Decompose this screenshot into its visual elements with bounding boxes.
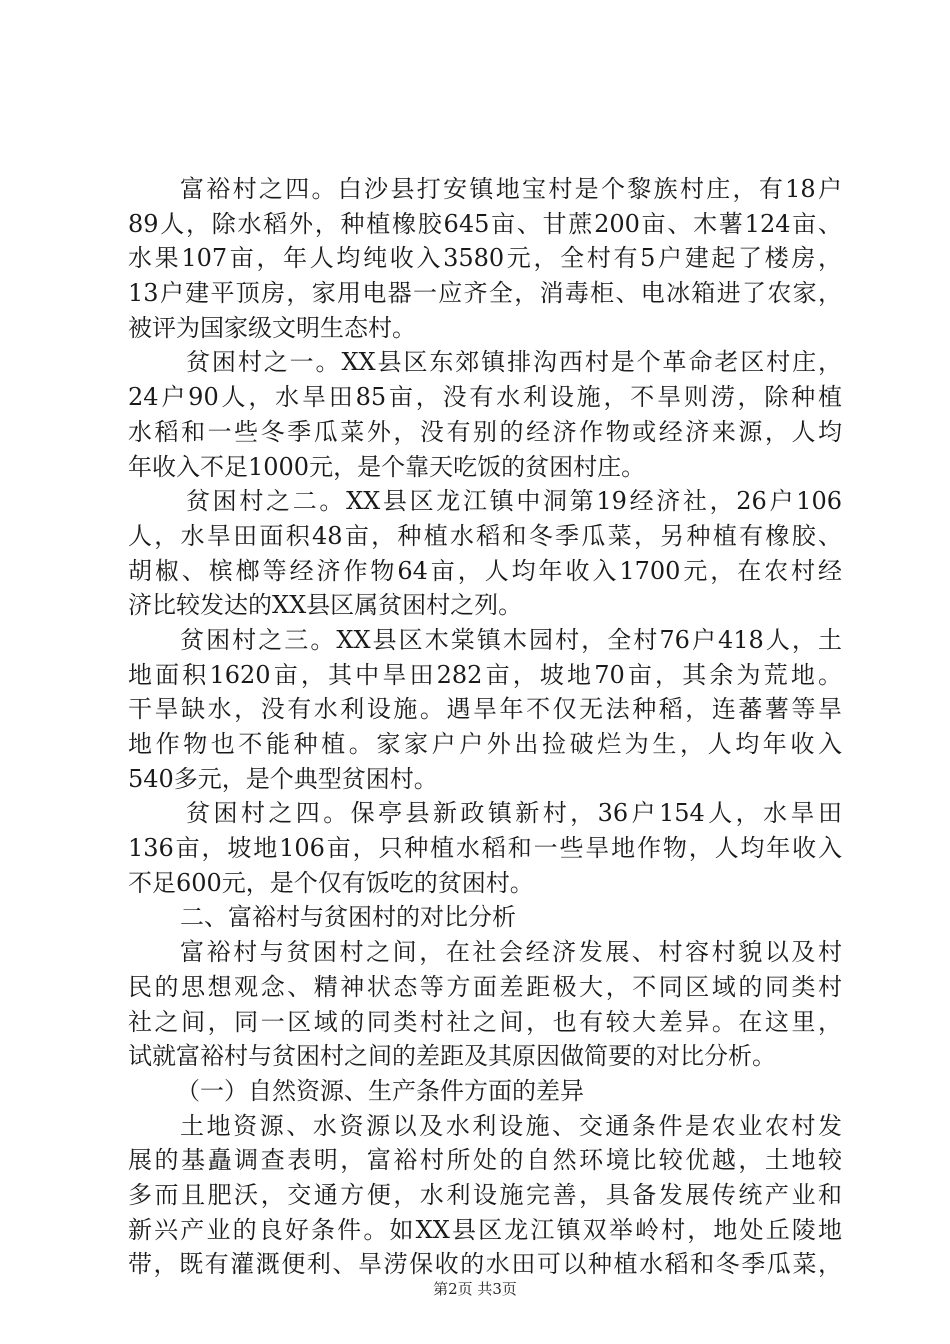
text-line: 年收入不足1000元，是个靠天吃饭的贫困村庄。 (128, 452, 646, 481)
text-line: 水稻和一些冬季瓜菜外，没有别的经济作物或经济来源，人均 (128, 417, 842, 446)
text-line: 新兴产业的良好条件。如XX县区龙江镇双举岭村，地处丘陵地 (128, 1215, 842, 1244)
text-line: 地面积1620亩，其中旱田282亩，坡地70亩，其余为荒地。 (128, 660, 842, 689)
text-line: 24户90人，水旱田85亩，没有水利设施，不旱则涝，除种植 (128, 383, 842, 412)
page-footer: 第2页 共3页 (433, 1280, 517, 1298)
text-line: 贫困村之三。XX县区木棠镇木园村，全村76户418人，土 (180, 625, 842, 654)
text-line: 136亩，坡地106亩，只种植水稻和一些旱地作物，人均年收入 (128, 834, 842, 863)
text-line: 人，水旱田面积48亩，种植水稻和冬季瓜菜，另种植有橡胶、 (128, 521, 842, 550)
text-line: 水果107亩，年人均纯收入3580元，全村有5户建起了楼房， (128, 244, 842, 273)
text-line: 试就富裕村与贫困村之间的差距及其原因做简要的对比分析。 (128, 1042, 776, 1071)
text-line: 贫困村之一。XX县区东郊镇排沟西村是个革命老区村庄， (186, 348, 842, 377)
text-line: 胡椒、槟榔等经济作物64亩，人均年收入1700元，在农村经 (128, 556, 842, 585)
text-line: 贫困村之四。保亭县新政镇新村，36户154人，水旱田 (186, 799, 842, 828)
text-line: 二、富裕村与贫困村的对比分析 (180, 903, 516, 932)
text-line: 民的思想观念、精神状态等方面差距极大，不同区域的同类村 (128, 972, 842, 1001)
text-line: 富裕村与贫困村之间，在社会经济发展、村容村貌以及村 (180, 938, 842, 967)
text-line: 干旱缺水，没有水利设施。遇旱年不仅无法种稻，连蕃薯等旱 (128, 695, 842, 724)
text-line: 540多元，是个典型贫困村。 (128, 764, 438, 793)
text-line: 被评为国家级文明生态村。 (128, 313, 416, 342)
text-line: 展的基矗调查表明，富裕村所处的自然环境比较优越，土地较 (128, 1146, 842, 1175)
text-line: 不足600元，是个仅有饭吃的贫困村。 (128, 868, 534, 897)
text-line: 13户建平顶房，家用电器一应齐全，消毒柜、电冰箱进了农家， (128, 279, 842, 308)
text-line: 社之间，同一区域的同类村社之间，也有较大差异。在这里， (128, 1007, 842, 1036)
text-line: 多而且肥沃，交通方便，水利设施完善，具备发展传统产业和 (128, 1180, 842, 1209)
text-line: 地作物也不能种植。家家户户外出捡破烂为生，人均年收入 (128, 730, 842, 758)
text-line: 富裕村之四。白沙县打安镇地宝村是个黎族村庄，有18户 (180, 175, 842, 203)
text-line: 土地资源、水资源以及水利设施、交通条件是农业农村发 (180, 1111, 842, 1140)
text-line: 89人，除水稻外，种植橡胶645亩、甘蔗200亩、木薯124亩、 (128, 209, 842, 238)
text-line: 贫困村之二。XX县区龙江镇中洞第19经济社，26户106 (186, 487, 842, 516)
document-body (128, 172, 842, 1282)
text-line: （一）自然资源、生产条件方面的差异 (176, 1076, 584, 1105)
text-line: 带，既有灌溉便利、旱涝保收的水田可以种植水稻和冬季瓜菜， (128, 1250, 842, 1279)
text-line: 济比较发达的XX县区属贫困村之列。 (128, 591, 523, 620)
